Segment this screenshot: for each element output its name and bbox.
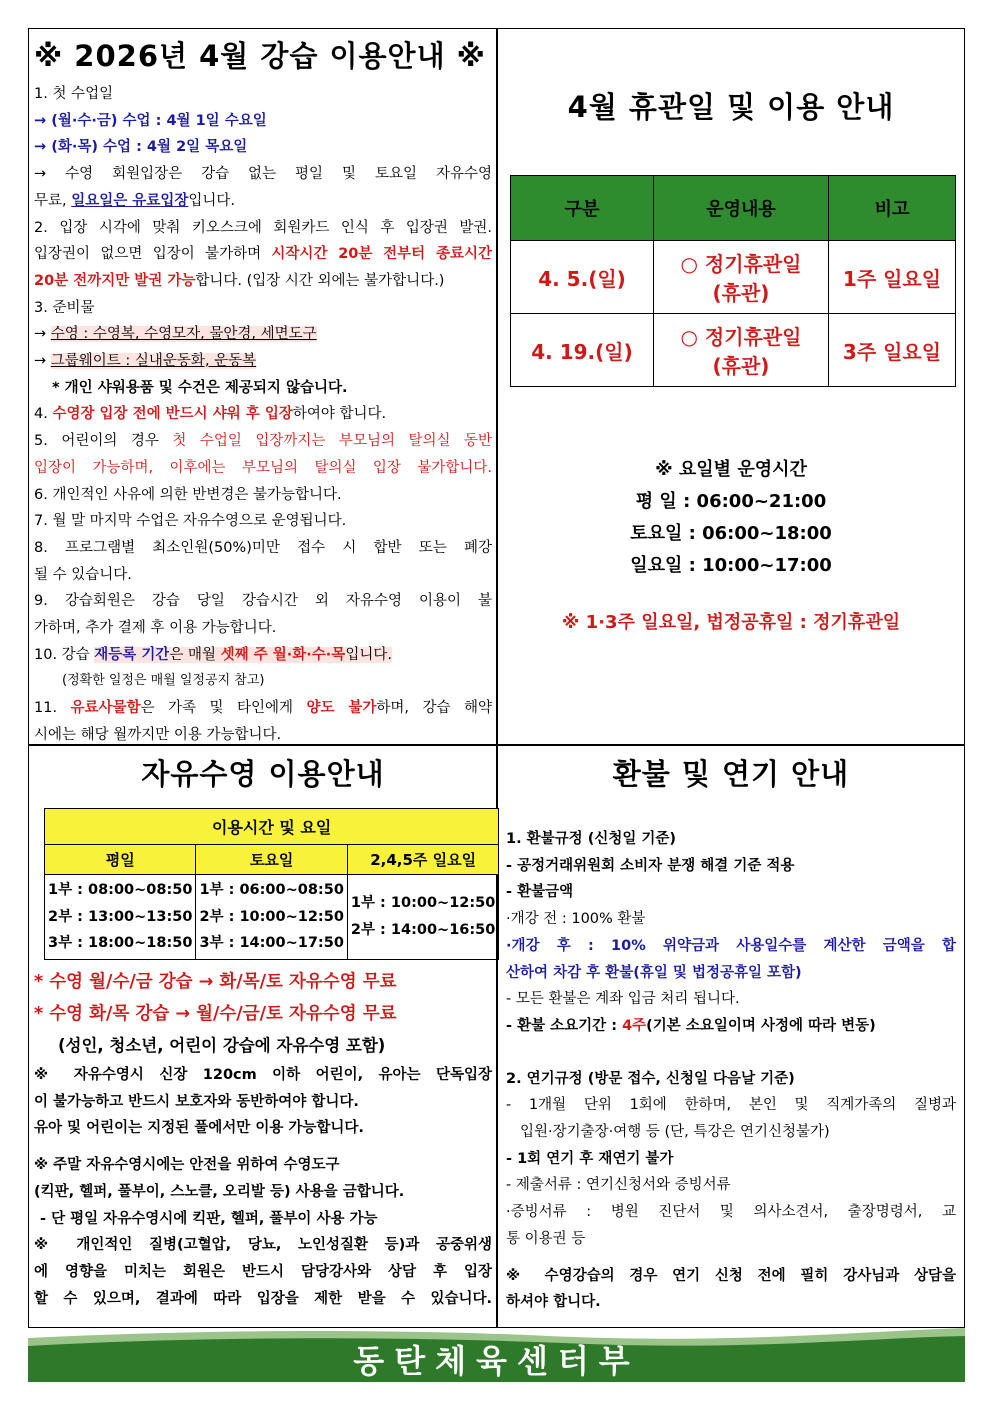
free-swim-red-2: * 수영 화/목 강습 → 월/수/금/토 자유수영 무료 (34, 1004, 397, 1024)
refund-a8: - 환불 소요기간 : 4주(기본 소요일이며 사정에 따라 변동) (506, 1017, 876, 1034)
postpone-b7: 통 이용권 등 (506, 1230, 586, 1247)
free-swim-sub: (성인, 청소년, 어린이 강습에 자유수영 포함) (58, 1036, 386, 1055)
free-swim-body (34, 966, 492, 1312)
supplies-heading: 3. 준비물 (34, 299, 95, 316)
col-sunday: 2,4,5주 일요일 (347, 845, 498, 875)
closure-date: 4. 5.(일) (511, 241, 654, 314)
free-swim-section (34, 748, 496, 1326)
free-swim-p5: (킥판, 헬퍼, 풀부이, 스노클, 오리발 등) 사용을 금합니다. (34, 1183, 405, 1200)
free-swim-p1: ※ 자유수영시 신장 120cm 이하 어린이, 유아는 단독입장 (34, 1067, 492, 1083)
free-swim-title: 자유수영 이용안내 (141, 757, 385, 791)
table-row (511, 241, 956, 314)
operating-hours (500, 454, 962, 582)
min-enroll-rule-2: 될 수 있습니다. (34, 566, 132, 583)
postpone-b4: - 1회 연기 후 재연기 불가 (506, 1150, 674, 1167)
saturday-times: 1부 : 06:00~08:50 2부 : 10:00~12:50 3부 : 14:00~17:50 (196, 875, 347, 960)
free-swim-table (44, 808, 499, 960)
member-entry-note: → 수영 회원입장은 강습 없는 평일 및 토요일 자유수영 (34, 166, 492, 183)
free-swim-p2: 이 불가능하고 반드시 보호자와 동반하여야 합니다. (34, 1093, 359, 1110)
sunday-times: 1부 : 10:00~12:50 2부 : 14:00~16:50 (347, 875, 498, 960)
shower-rule: 4. 수영장 입장 전에 반드시 샤워 후 입장하여야 합니다. (34, 406, 387, 423)
min-enroll-rule: 8. 프로그램별 최소인원(50%)미만 접수 시 합반 또는 폐강 (34, 539, 492, 556)
child-rule: 5. 어린이의 경우 첫 수업일 입장까지는 부모님의 탈의실 동반 (34, 433, 492, 450)
free-swim-p3: 유아 및 어린이는 지정된 풀에서만 이용 가능합니다. (34, 1120, 364, 1137)
lesson-guide-title: ※ 2026년 4월 강습 이용안내 ※ (34, 39, 486, 73)
refund-a2: - 공정거래위원회 소비자 분쟁 해결 기준 적용 (506, 857, 795, 874)
postpone-b3: 입원·장기출장·여행 등 (단, 특강은 연기신청불가) (520, 1124, 830, 1141)
kiosk-note: 2. 입장 시각에 맞춰 키오스크에 회원카드 인식 후 입장권 발권. (34, 219, 492, 236)
postpone-b2: - 1개월 단위 1회에 한하며, 본인 및 직계가족의 질병과 (506, 1097, 956, 1114)
child-rule-2: 입장이 가능하며, 이후에는 부모님의 탈의실 입장 불가합니다. (34, 459, 492, 476)
supplies-weight: → 그룹웨이트 : 실내운동화, 운동복 (34, 353, 257, 370)
refund-heading: 1. 환불규정 (신청일 기준) (506, 831, 677, 847)
free-swim-p6: - 단 평일 자유수영시에 킥판, 헬퍼, 풀부이 사용 가능 (40, 1210, 378, 1227)
refund-a6: 산하여 차감 후 환불(휴일 및 법정공휴일 포함) (506, 964, 802, 981)
lesson-guide-section (34, 30, 492, 749)
supplies-swim: → 수영 : 수영복, 수영모자, 물안경, 세면도구 (34, 326, 317, 343)
col-saturday: 토요일 (196, 845, 347, 875)
postpone-heading: 2. 연기규정 (방문 접수, 신청일 다음날 기준) (506, 1070, 795, 1087)
postpone-b6: ·증빙서류 : 병원 진단서 및 의사소견서, 출장명령서, 교 (506, 1204, 956, 1221)
kiosk-note-2: 입장권이 없으면 입장이 불가하며 시작시간 20분 전부터 종료시간 (34, 246, 492, 263)
re-register-rule: 10. 강습 재등록 기간은 매월 셋째 주 월·화·수·목입니다. (34, 646, 392, 663)
refund-a4: ·개강 전 : 100% 환불 (506, 911, 646, 928)
re-register-note: (정확한 일정은 매월 일정공지 참고) (62, 673, 265, 689)
col-weekday: 평일 (45, 845, 196, 875)
closure-header-category: 구분 (511, 176, 654, 241)
weekday-times: 1부 : 08:00~08:50 2부 : 13:00~13:50 3부 : 18:00~18:50 (45, 875, 196, 960)
closure-note: 3주 일요일 (829, 314, 956, 387)
hours-row: 일요일 : 10:00~17:00 (630, 555, 832, 576)
closure-content: ○ 정기휴관일 (휴관) (654, 314, 829, 387)
closure-header-content: 운영내용 (654, 176, 829, 241)
closure-table (510, 175, 956, 387)
free-swim-rule: 9. 강습회원은 강습 당일 강습시간 외 자유수영 이용이 불 (34, 593, 492, 610)
refund-a7: - 모든 환불은 계좌 입금 처리 됩니다. (506, 991, 740, 1008)
refund-a3: - 환불금액 (506, 884, 574, 901)
refund-title: 환불 및 연기 안내 (612, 757, 850, 791)
free-swim-table-title: 이용시간 및 요일 (45, 809, 499, 845)
closure-note: 1주 일요일 (829, 241, 956, 314)
kiosk-note-3: 20분 전까지만 발권 가능합니다. (입장 시간 외에는 불가합니다.) (34, 272, 445, 289)
footer-banner (28, 1328, 965, 1382)
hours-title: ※ 요일별 운영시간 (655, 459, 807, 480)
first-class-heading: 1. 첫 수업일 (34, 86, 114, 102)
hours-row: 평 일 : 06:00~21:00 (635, 491, 827, 512)
free-swim-red-1: * 수영 월/수/금 강습 → 화/목/토 자유수영 무료 (34, 972, 397, 992)
free-swim-p4: ※ 주말 자유수영시에는 안전을 위하여 수영도구 (34, 1157, 340, 1174)
member-entry-note-2: 무료, 일요일은 유료입장입니다. (34, 192, 235, 209)
table-row (511, 314, 956, 387)
refund-a5: ·개강 후 : 10% 위약금과 사용일수를 계산한 금액을 합 (506, 937, 956, 954)
closure-date: 4. 19.(일) (511, 314, 654, 387)
closure-section (500, 30, 962, 742)
postpone-b5: - 제출서류 : 연기신청서와 증빙서류 (506, 1177, 731, 1194)
class-change-rule: 6. 개인적인 사유에 의한 반변경은 불가능합니다. (34, 486, 342, 503)
closure-note-text: ※ 1·3주 일요일, 법정공휴일 : 정기휴관일 (561, 612, 901, 633)
refund-body (506, 826, 956, 1316)
locker-rule: 11. 유료사물함은 가족 및 타인에게 양도 불가하며, 강습 해약 (34, 700, 492, 717)
tt-first-class: → (화·목) 수업 : 4월 2일 목요일 (34, 139, 248, 156)
last-class-rule: 7. 월 말 마지막 수업은 자유수영으로 운영됩니다. (34, 513, 347, 530)
mwf-first-class: → (월·수·금) 수업 : 4월 1일 수요일 (34, 112, 267, 129)
postpone-c1: ※ 수영강습의 경우 연기 신청 전에 필히 강사님과 상담을 (506, 1267, 956, 1284)
postpone-c2: 하셔야 합니다. (506, 1294, 601, 1311)
locker-rule-2: 시에는 해당 월까지만 이용 가능합니다. (34, 726, 282, 743)
supplies-note: * 개인 샤워용품 및 수건은 제공되지 않습니다. (52, 379, 348, 396)
closure-content: ○ 정기휴관일 (휴관) (654, 241, 829, 314)
free-swim-p7: ※ 개인적인 질병(고혈압, 당뇨, 노인성질환 등)과 공중위생 (34, 1237, 492, 1254)
free-swim-p9: 할 수 있으며, 결과에 따라 입장을 제한 받을 수 있습니다. (34, 1290, 492, 1307)
hours-row: 토요일 : 06:00~18:00 (630, 523, 832, 544)
closure-header-note: 비고 (829, 176, 956, 241)
closure-title: 4월 휴관일 및 이용 안내 (567, 90, 895, 124)
free-swim-p8: 에 영향을 미치는 회원은 반드시 담당강사와 상담 후 입장 (34, 1263, 492, 1280)
refund-section (500, 748, 962, 1326)
footer-text: 동탄체육센터부 (353, 1342, 640, 1380)
free-swim-rule-2: 가하며, 추가 결제 후 이용 가능합니다. (34, 620, 277, 637)
column-divider (496, 28, 498, 1328)
